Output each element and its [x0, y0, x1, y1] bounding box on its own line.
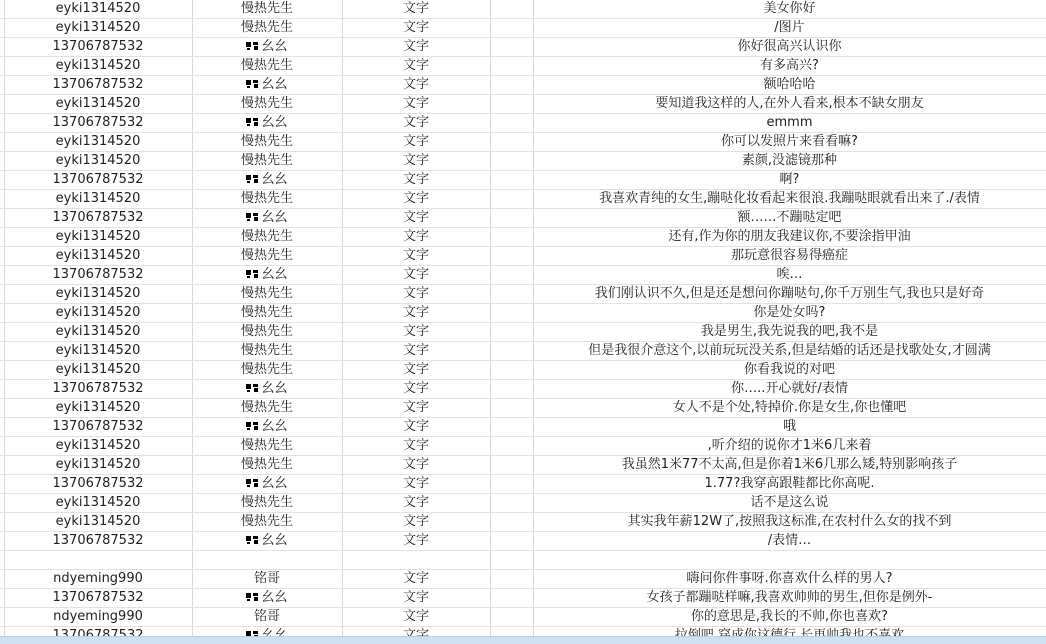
- cell-empty-spacer[interactable]: [490, 418, 533, 437]
- cell-message-type[interactable]: 文字: [342, 437, 490, 456]
- emoji-tofu-icon: [246, 172, 259, 190]
- cell-message-type[interactable]: 文字: [342, 228, 490, 247]
- cell-nickname[interactable]: [192, 209, 342, 228]
- cell-message-content[interactable]: 美女你好: [533, 0, 1046, 19]
- cell-empty-spacer[interactable]: [490, 19, 533, 38]
- nickname-label: 幺幺: [261, 77, 288, 92]
- cell-empty-spacer[interactable]: [490, 171, 533, 190]
- emoji-tofu-icon: [246, 419, 259, 437]
- cell-message-type[interactable]: 文字: [342, 152, 490, 171]
- emoji-tofu-icon: [246, 115, 259, 133]
- cell-message-content[interactable]: 素颜,没滤镜那种: [533, 152, 1046, 171]
- nickname-label: 幺幺: [261, 39, 288, 54]
- cell-nickname[interactable]: 慢热先生: [192, 494, 342, 513]
- cell-message-type[interactable]: 文字: [342, 190, 490, 209]
- cell-empty-spacer[interactable]: [490, 0, 533, 19]
- cell-empty-spacer[interactable]: [490, 589, 533, 608]
- cell-message-content[interactable]: 1.77?我穿高跟鞋都比你高呢.: [533, 475, 1046, 494]
- cell-message-content[interactable]: 嗨问你件事呀.你喜欢什么样的男人?: [533, 570, 1046, 589]
- cell-account-id[interactable]: ndyeming990: [4, 608, 192, 627]
- cell-account-id[interactable]: 13706787532: [4, 418, 192, 437]
- emoji-tofu-icon: [246, 476, 259, 494]
- cell-message-type[interactable]: 文字: [342, 513, 490, 532]
- nickname-with-emoji: [246, 114, 287, 132]
- cell-empty-spacer[interactable]: [490, 247, 533, 266]
- cell-message-type[interactable]: 文字: [342, 342, 490, 361]
- table-row: [0, 57, 1046, 76]
- cell-message-type[interactable]: 文字: [342, 114, 490, 133]
- cell-nickname[interactable]: [192, 475, 342, 494]
- cell-empty-spacer[interactable]: [490, 285, 533, 304]
- table-row: [0, 437, 1046, 456]
- cell-account-id[interactable]: eyki1314520: [4, 0, 192, 19]
- cell-nickname[interactable]: 慢热先生: [192, 190, 342, 209]
- cell-nickname[interactable]: [192, 38, 342, 57]
- cell-message-type[interactable]: 文字: [342, 266, 490, 285]
- cell-message-type[interactable]: 文字: [342, 285, 490, 304]
- cell-empty-spacer[interactable]: [490, 551, 533, 570]
- cell-message-type[interactable]: 文字: [342, 361, 490, 380]
- cell-empty-spacer[interactable]: [490, 57, 533, 76]
- cell-empty-spacer[interactable]: [490, 342, 533, 361]
- cell-message-type[interactable]: 文字: [342, 0, 490, 19]
- cell-nickname[interactable]: 慢热先生: [192, 513, 342, 532]
- cell-empty-spacer[interactable]: [490, 532, 533, 551]
- table-row: [0, 570, 1046, 589]
- cell-message-type[interactable]: 文字: [342, 418, 490, 437]
- cell-message-type[interactable]: 文字: [342, 171, 490, 190]
- nickname-with-emoji: [246, 76, 287, 94]
- cell-nickname[interactable]: 慢热先生: [192, 0, 342, 19]
- cell-account-id[interactable]: eyki1314520: [4, 342, 192, 361]
- cell-message-content[interactable]: 你的意思是,我长的不帅,你也喜欢?: [533, 608, 1046, 627]
- nickname-label: 幺幺: [261, 419, 288, 434]
- table-row: [0, 76, 1046, 95]
- cell-account-id[interactable]: eyki1314520: [4, 304, 192, 323]
- cell-message-type[interactable]: 文字: [342, 133, 490, 152]
- cell-message-content[interactable]: 我喜欢青纯的女生,蹦哒化妆看起来很浪.我蹦哒眼就看出来了./表情: [533, 190, 1046, 209]
- table-row: [0, 380, 1046, 399]
- cell-message-type[interactable]: 文字: [342, 209, 490, 228]
- cell-nickname[interactable]: [192, 532, 342, 551]
- table-row: [0, 19, 1046, 38]
- nickname-label: 幺幺: [261, 381, 288, 396]
- cell-empty-spacer[interactable]: [490, 304, 533, 323]
- cell-empty-spacer[interactable]: [490, 475, 533, 494]
- cell-nickname[interactable]: [192, 418, 342, 437]
- cell-account-id[interactable]: 13706787532: [4, 266, 192, 285]
- nickname-label: 幺幺: [261, 590, 288, 605]
- cell-empty-spacer[interactable]: [490, 95, 533, 114]
- cell-message-content[interactable]: 啊?: [533, 171, 1046, 190]
- cell-account-id[interactable]: eyki1314520: [4, 399, 192, 418]
- cell-empty-spacer[interactable]: [490, 437, 533, 456]
- cell-nickname[interactable]: 铭哥: [192, 570, 342, 589]
- cell-nickname[interactable]: 慢热先生: [192, 95, 342, 114]
- cell-nickname[interactable]: 慢热先生: [192, 399, 342, 418]
- cell-message-content[interactable]: 你是处女吗?: [533, 304, 1046, 323]
- cell-message-content[interactable]: /表情…: [533, 532, 1046, 551]
- cell-message-type[interactable]: 文字: [342, 608, 490, 627]
- table-row: [0, 589, 1046, 608]
- cell-account-id[interactable]: eyki1314520: [4, 456, 192, 475]
- cell-nickname[interactable]: [192, 551, 342, 570]
- table-row: [0, 247, 1046, 266]
- cell-account-id[interactable]: eyki1314520: [4, 95, 192, 114]
- cell-message-content[interactable]: 还有,作为你的朋友我建议你,不要涂指甲油: [533, 228, 1046, 247]
- cell-message-content[interactable]: ,听介绍的说你才1米6几来着: [533, 437, 1046, 456]
- cell-message-type[interactable]: 文字: [342, 589, 490, 608]
- cell-message-content[interactable]: 你看我说的对吧: [533, 361, 1046, 380]
- cell-message-type[interactable]: 文字: [342, 323, 490, 342]
- cell-message-type[interactable]: 文字: [342, 304, 490, 323]
- nickname-with-emoji: [246, 475, 287, 493]
- cell-nickname[interactable]: [192, 171, 342, 190]
- cell-account-id[interactable]: 13706787532: [4, 114, 192, 133]
- cell-message-type[interactable]: [342, 551, 490, 570]
- cell-empty-spacer[interactable]: [490, 456, 533, 475]
- cell-account-id[interactable]: 13706787532: [4, 475, 192, 494]
- cell-account-id[interactable]: eyki1314520: [4, 437, 192, 456]
- cell-message-type[interactable]: 文字: [342, 456, 490, 475]
- table-row: [0, 152, 1046, 171]
- table-row: [0, 209, 1046, 228]
- nickname-with-emoji: [246, 38, 287, 56]
- cell-message-content[interactable]: 唉…: [533, 266, 1046, 285]
- cell-message-content[interactable]: 我们刚认识不久,但是还是想问你蹦哒句,你千万别生气,我也只是好奇: [533, 285, 1046, 304]
- nickname-with-emoji: [246, 589, 287, 607]
- cell-nickname[interactable]: 慢热先生: [192, 57, 342, 76]
- cell-message-type[interactable]: 文字: [342, 247, 490, 266]
- cell-account-id[interactable]: eyki1314520: [4, 228, 192, 247]
- cell-empty-spacer[interactable]: [490, 209, 533, 228]
- cell-account-id[interactable]: [4, 551, 192, 570]
- cell-nickname[interactable]: 慢热先生: [192, 133, 342, 152]
- cell-message-content[interactable]: 你…..开心就好/表情: [533, 380, 1046, 399]
- table-row: [0, 285, 1046, 304]
- table-row: [0, 475, 1046, 494]
- table-row: [0, 266, 1046, 285]
- table-row: [0, 304, 1046, 323]
- table-row: [0, 38, 1046, 57]
- bottom-selection-strip: [0, 636, 1046, 644]
- cell-message-type[interactable]: 文字: [342, 532, 490, 551]
- cell-account-id[interactable]: 13706787532: [4, 532, 192, 551]
- nickname-with-emoji: [246, 266, 287, 284]
- cell-account-id[interactable]: 13706787532: [4, 171, 192, 190]
- cell-message-content[interactable]: 要知道我这样的人,在外人看来,根本不缺女朋友: [533, 95, 1046, 114]
- cell-message-content[interactable]: 我是男生,我先说我的吧,我不是: [533, 323, 1046, 342]
- cell-empty-spacer[interactable]: [490, 361, 533, 380]
- cell-account-id[interactable]: eyki1314520: [4, 513, 192, 532]
- cell-nickname[interactable]: 慢热先生: [192, 304, 342, 323]
- nickname-with-emoji: [246, 418, 287, 436]
- cell-message-content[interactable]: /图片: [533, 19, 1046, 38]
- cell-message-type[interactable]: 文字: [342, 38, 490, 57]
- cell-empty-spacer[interactable]: [490, 133, 533, 152]
- nickname-label: 幺幺: [261, 267, 288, 282]
- table-row: [0, 551, 1046, 570]
- cell-message-content[interactable]: [533, 551, 1046, 570]
- cell-message-type[interactable]: 文字: [342, 399, 490, 418]
- nickname-label: 幺幺: [261, 476, 288, 491]
- cell-message-content[interactable]: 我虽然1米77不太高,但是你着1米6几那么矮,特别影响孩子: [533, 456, 1046, 475]
- cell-message-content[interactable]: emmm: [533, 114, 1046, 133]
- cell-account-id[interactable]: eyki1314520: [4, 190, 192, 209]
- table-row: [0, 513, 1046, 532]
- cell-account-id[interactable]: 13706787532: [4, 209, 192, 228]
- cell-empty-spacer[interactable]: [490, 380, 533, 399]
- cell-message-type[interactable]: 文字: [342, 380, 490, 399]
- table-row: [0, 95, 1046, 114]
- cell-nickname[interactable]: [192, 114, 342, 133]
- cell-account-id[interactable]: eyki1314520: [4, 152, 192, 171]
- table-row: [0, 399, 1046, 418]
- cell-empty-spacer[interactable]: [490, 323, 533, 342]
- cell-message-content[interactable]: 女孩子都蹦哒样嘛,我喜欢帅帅的男生,但你是例外-: [533, 589, 1046, 608]
- emoji-tofu-icon: [246, 39, 259, 57]
- cell-message-content[interactable]: 你好很高兴认识你: [533, 38, 1046, 57]
- table-row: [0, 456, 1046, 475]
- cell-empty-spacer[interactable]: [490, 570, 533, 589]
- table-row: [0, 190, 1046, 209]
- cell-message-content[interactable]: 有多高兴?: [533, 57, 1046, 76]
- cell-account-id[interactable]: 13706787532: [4, 380, 192, 399]
- cell-nickname[interactable]: 慢热先生: [192, 152, 342, 171]
- cell-message-type[interactable]: 文字: [342, 76, 490, 95]
- cell-empty-spacer[interactable]: [490, 494, 533, 513]
- cell-account-id[interactable]: eyki1314520: [4, 19, 192, 38]
- table-row: [0, 0, 1046, 19]
- nickname-label: 幺幺: [261, 533, 288, 548]
- nickname-label: 幺幺: [261, 210, 288, 225]
- cell-message-type[interactable]: 文字: [342, 19, 490, 38]
- cell-nickname[interactable]: 慢热先生: [192, 437, 342, 456]
- table-row: [0, 171, 1046, 190]
- cell-message-content[interactable]: 你可以发照片来看看嘛?: [533, 133, 1046, 152]
- nickname-label: 幺幺: [261, 115, 288, 130]
- cell-account-id[interactable]: eyki1314520: [4, 323, 192, 342]
- nickname-with-emoji: [246, 209, 287, 227]
- cell-nickname[interactable]: [192, 589, 342, 608]
- table-row: [0, 532, 1046, 551]
- cell-nickname[interactable]: 慢热先生: [192, 323, 342, 342]
- cell-message-content[interactable]: 额哈哈哈: [533, 76, 1046, 95]
- cell-account-id[interactable]: eyki1314520: [4, 361, 192, 380]
- cell-account-id[interactable]: eyki1314520: [4, 247, 192, 266]
- table-row: [0, 418, 1046, 437]
- nickname-with-emoji: [246, 171, 287, 189]
- emoji-tofu-icon: [246, 210, 259, 228]
- cell-account-id[interactable]: ndyeming990: [4, 570, 192, 589]
- cell-nickname[interactable]: 慢热先生: [192, 19, 342, 38]
- table-row: [0, 114, 1046, 133]
- emoji-tofu-icon: [246, 267, 259, 285]
- cell-nickname[interactable]: [192, 380, 342, 399]
- nickname-label: 幺幺: [261, 172, 288, 187]
- cell-empty-spacer[interactable]: [490, 608, 533, 627]
- emoji-tofu-icon: [246, 77, 259, 95]
- cell-message-type[interactable]: 文字: [342, 57, 490, 76]
- cell-message-content[interactable]: 那玩意很容易得癌症: [533, 247, 1046, 266]
- cell-account-id[interactable]: 13706787532: [4, 589, 192, 608]
- cell-empty-spacer[interactable]: [490, 38, 533, 57]
- cell-message-content[interactable]: 话不是这么说: [533, 494, 1046, 513]
- cell-empty-spacer[interactable]: [490, 399, 533, 418]
- cell-empty-spacer[interactable]: [490, 76, 533, 95]
- table-row: [0, 494, 1046, 513]
- emoji-tofu-icon: [246, 533, 259, 551]
- cell-message-content[interactable]: 额……不蹦哒定吧: [533, 209, 1046, 228]
- nickname-with-emoji: [246, 532, 287, 550]
- emoji-tofu-icon: [246, 590, 259, 608]
- table-row: [0, 608, 1046, 627]
- cell-message-content[interactable]: 其实我年薪12W了,按照我这标准,在农村什么女的找不到: [533, 513, 1046, 532]
- cell-nickname[interactable]: 铭哥: [192, 608, 342, 627]
- cell-account-id[interactable]: eyki1314520: [4, 133, 192, 152]
- emoji-tofu-icon: [246, 381, 259, 399]
- cell-empty-spacer[interactable]: [490, 513, 533, 532]
- cell-empty-spacer[interactable]: [490, 228, 533, 247]
- cell-account-id[interactable]: 13706787532: [4, 76, 192, 95]
- table-row: [0, 361, 1046, 380]
- cell-nickname[interactable]: 慢热先生: [192, 456, 342, 475]
- cell-message-type[interactable]: 文字: [342, 475, 490, 494]
- cell-empty-spacer[interactable]: [490, 266, 533, 285]
- cell-message-type[interactable]: 文字: [342, 95, 490, 114]
- cell-message-content[interactable]: 哦: [533, 418, 1046, 437]
- cell-empty-spacer[interactable]: [490, 152, 533, 171]
- cell-message-content[interactable]: 但是我很介意这个,以前玩玩没关系,但是结婚的话还是找歌处女,才圆满: [533, 342, 1046, 361]
- nickname-with-emoji: [246, 380, 287, 398]
- table-row: [0, 228, 1046, 247]
- cell-nickname[interactable]: [192, 76, 342, 95]
- cell-nickname[interactable]: 慢热先生: [192, 228, 342, 247]
- cell-account-id[interactable]: eyki1314520: [4, 285, 192, 304]
- table-row: [0, 323, 1046, 342]
- cell-nickname[interactable]: 慢热先生: [192, 247, 342, 266]
- cell-nickname[interactable]: [192, 266, 342, 285]
- cell-account-id[interactable]: 13706787532: [4, 38, 192, 57]
- cell-nickname[interactable]: 慢热先生: [192, 285, 342, 304]
- cell-account-id[interactable]: eyki1314520: [4, 494, 192, 513]
- cell-nickname[interactable]: 慢热先生: [192, 342, 342, 361]
- cell-empty-spacer[interactable]: [490, 190, 533, 209]
- table-row: [0, 342, 1046, 361]
- table-row: [0, 133, 1046, 152]
- cell-message-type[interactable]: 文字: [342, 494, 490, 513]
- cell-message-content[interactable]: 女人不是个处,特掉价.你是女生,你也懂吧: [533, 399, 1046, 418]
- cell-empty-spacer[interactable]: [490, 114, 533, 133]
- cell-message-type[interactable]: 文字: [342, 570, 490, 589]
- cell-account-id[interactable]: eyki1314520: [4, 57, 192, 76]
- cell-nickname[interactable]: 慢热先生: [192, 361, 342, 380]
